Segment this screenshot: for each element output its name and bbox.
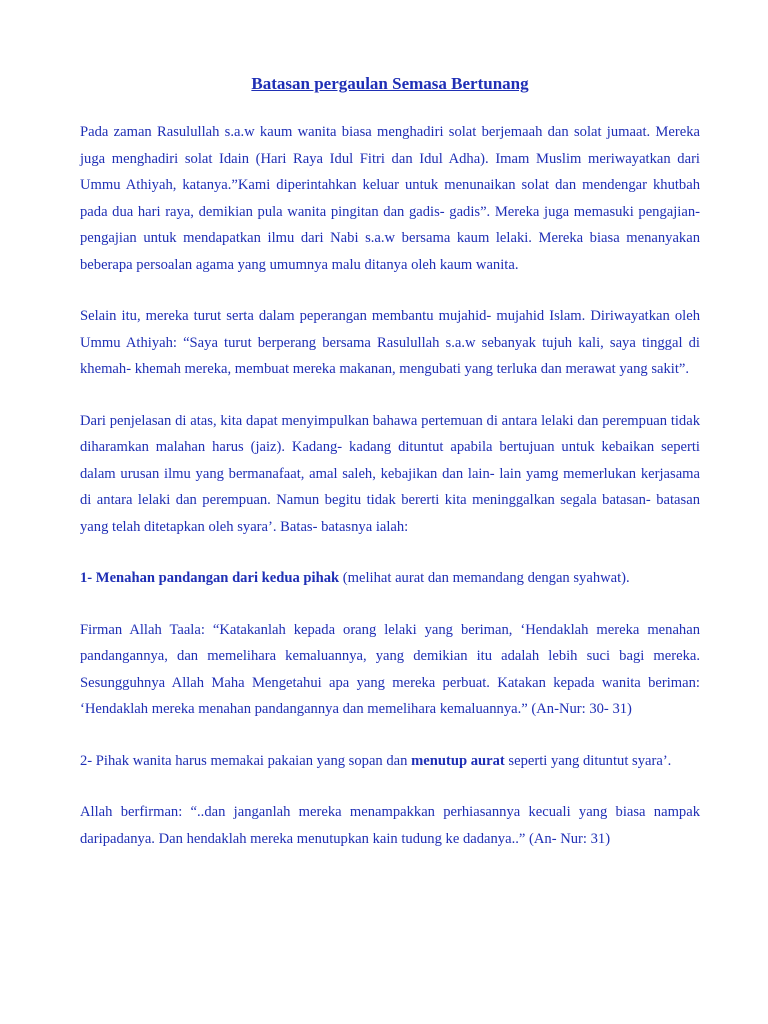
- text-segment: Pada zaman Rasulullah s.a.w kaum wanita biasa menghadiri solat berjemaah dan solat jumaat. Mereka juga menghadiri solat Idain (Hari Raya Idul Fitri dan Idul Adha). Imam Muslim meriwayatkan dari Ummu Athiyah, katanya.”Kami diperintahkan keluar untuk menunaikan solat dan mendengar khutbah pada dua hari raya, demikian pula wanita pingitan dan gadis- gadis”. Mereka juga memasuki pengajian- pengajian untuk mendapatkan ilmu dari Nabi s.a.w bersama kaum lelaki. Mereka biasa menanyakan beberapa persoalan agama yang umumnya malu ditanya oleh kaum wanita.: [80, 124, 700, 273]
- body-paragraph: [80, 799, 700, 852]
- body-paragraph: [80, 748, 700, 775]
- text-segment: Allah berfirman: “..dan janganlah mereka menampakkan perhiasannya kecuali yang biasa nampak daripadanya. Dan hendaklah mereka menutupkan kain tudung ke dadanya..” (An- Nur: 31): [80, 804, 700, 847]
- document-body: [80, 119, 700, 852]
- document-title: Batasan pergaulan Semasa Bertunang: [251, 74, 529, 93]
- bold-text-segment: menutup aurat: [411, 752, 505, 769]
- body-paragraph: [80, 119, 700, 278]
- body-paragraph: [80, 565, 700, 592]
- text-segment: 2- Pihak wanita harus memakai pakaian yang sopan dan: [80, 752, 412, 769]
- text-segment: Firman Allah Taala: “Katakanlah kepada orang lelaki yang beriman, ‘Hendaklah mereka menahan pandangannya, dan memelihara kemaluannya, yang demikian itu adalah lebih suci bagi mereka. Sesungguhnya Allah Maha Mengetahui apa yang mereka perbuat. Katakan kepada wanita beriman: ‘Hendaklah mereka menahan pandangannya dan memelihara kemaluannya.” (An-Nur: 30- 31): [80, 621, 700, 717]
- body-paragraph: [80, 617, 700, 723]
- body-paragraph: [80, 408, 700, 541]
- bold-text-segment: 1- Menahan pandangan dari kedua pihak: [80, 570, 340, 586]
- document-page: [80, 72, 700, 877]
- text-segment: seperti yang dituntut syara’.: [504, 752, 672, 769]
- text-segment: Dari penjelasan di atas, kita dapat menyimpulkan bahawa pertemuan di antara lelaki dan perempuan tidak diharamkan malahan harus (jaiz). Kadang- kadang dituntut apabila bertujuan untuk kebaikan seperti dalam urusan ilmu yang bermanafaat, amal saleh, kebajikan dan lain- lain yamg memerlukan kerjasama di antara lelaki dan perempuan. Namun begitu tidak bererti kita meninggalkan segala batasan- batasan yang telah ditetapkan oleh syara’. Batas- batasnya ialah:: [80, 412, 700, 535]
- text-segment: (melihat aurat dan memandang dengan syahwat).: [339, 570, 630, 586]
- text-segment: Selain itu, mereka turut serta dalam peperangan membantu mujahid- mujahid Islam. Diriwayatkan oleh Ummu Athiyah: “Saya turut berperang bersama Rasulullah s.a.w sebanyak tujuh kali, saya tinggal di khemah- khemah mereka, membuat mereka makanan, mengubati yang terluka dan merawat yang sakit”.: [80, 308, 700, 377]
- body-paragraph: [80, 303, 700, 383]
